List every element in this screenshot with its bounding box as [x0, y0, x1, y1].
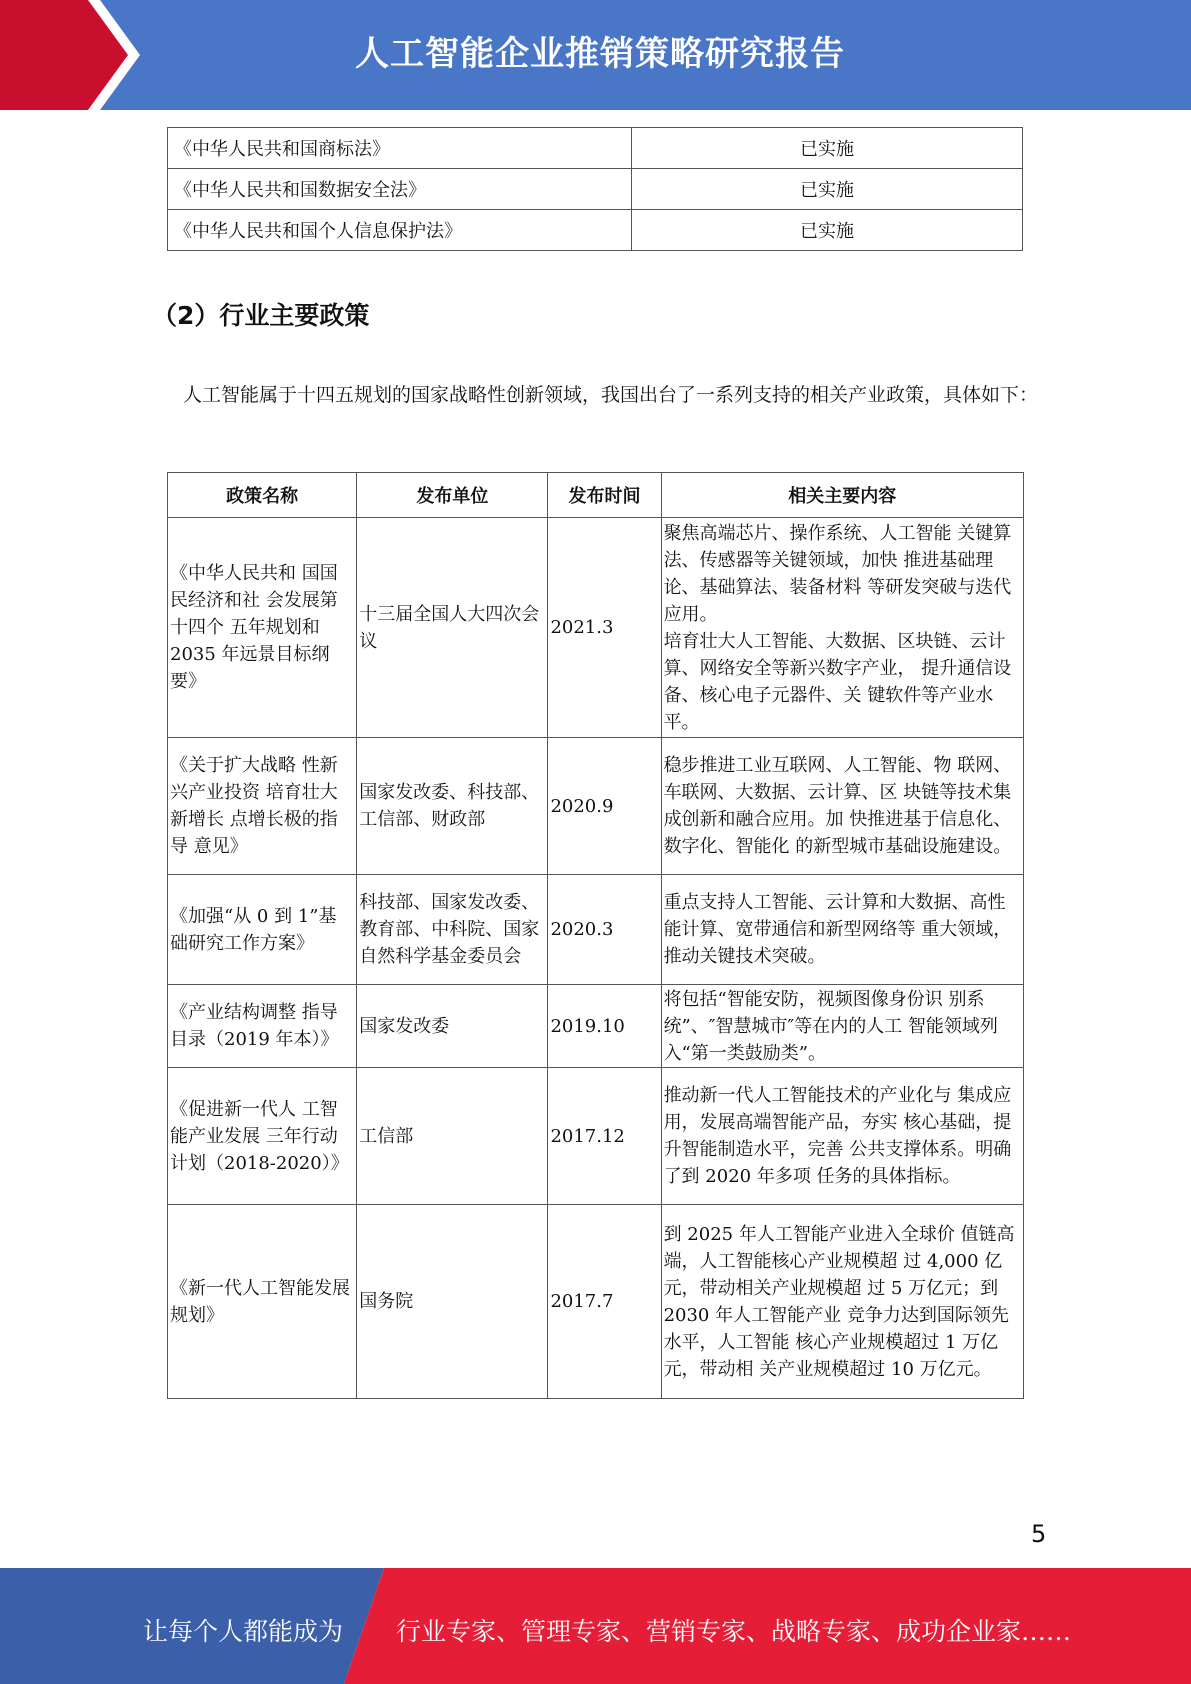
policy-name: 《新一代人工智能发展规划》: [168, 1205, 357, 1399]
header-date: 发布时间: [548, 473, 661, 518]
policy-content: 推动新一代人工智能技术的产业化与 集成应用，发展高端智能产品，夯实 核心基础，提升智能制造水平，完善 公共支撑体系。明确了到 2020 年多项 任务的具体指标。: [661, 1068, 1023, 1205]
policy-date: 2019.10: [548, 985, 661, 1068]
intro-paragraph: 人工智能属于十四五规划的国家战略性创新领域，我国出台了一系列支持的相关产业政策，具体如下：: [183, 384, 1039, 406]
policy-name: 《促进新一代人 工智能产业发展 三年行动计划（2018-2020）》: [168, 1068, 357, 1205]
policy-issuer: 国家发改委、科技部、工信部、财政部: [357, 738, 548, 875]
table-row: [168, 985, 1024, 1068]
header-red-arrow: [0, 0, 160, 110]
policy-issuer: 十三届全国人大四次会议: [357, 518, 548, 738]
header-issuer: 发布单位: [357, 473, 548, 518]
policy-issuer: 科技部、国家发改委、教育部、中科院、国家自然科学基金委员会: [357, 875, 548, 985]
table-row: [168, 169, 1023, 210]
table-row: [168, 1068, 1024, 1205]
policy-name: 《关于扩大战略 性新兴产业投资 培育壮大新增长 点增长极的指导 意见》: [168, 738, 357, 875]
policy-name: 《中华人民共和 国国民经济和社 会发展第十四个 五年规划和 2035 年远景目标纲要》: [168, 518, 357, 738]
law-name: 《中华人民共和国个人信息保护法》: [168, 210, 632, 251]
table-row: [168, 518, 1024, 738]
table-row: [168, 875, 1024, 985]
policy-issuer: 国务院: [357, 1205, 548, 1399]
table-row: [168, 738, 1024, 875]
footer-slogan-left: 让每个人都能成为: [143, 1617, 344, 1646]
policy-issuer: 国家发改委: [357, 985, 548, 1068]
footer-slogan-right: 行业专家、管理专家、营销专家、战略专家、成功企业家……: [396, 1617, 1072, 1646]
header-content: 相关主要内容: [661, 473, 1023, 518]
law-table: [167, 127, 1023, 251]
policy-date: 2020.9: [548, 738, 661, 875]
section-title: （2）行业主要政策: [152, 301, 370, 330]
table-header-row: [168, 473, 1024, 518]
report-title: 人工智能企业推销策略研究报告: [355, 34, 845, 74]
policy-date: 2021.3: [548, 518, 661, 738]
law-name: 《中华人民共和国数据安全法》: [168, 169, 632, 210]
policy-content: 聚焦高端芯片、操作系统、人工智能 关键算法、传感器等关键领域，加快 推进基础理论、基础算法、装备材料 等研发突破与迭代应用。 培育壮大人工智能、大数据、区块链、云计算、网络安全等新兴数字产业， 提升通信设备、核心电子元器件、关 键软件等产业水平。: [661, 518, 1023, 738]
law-status: 已实施: [632, 128, 1023, 169]
table-row: [168, 128, 1023, 169]
law-name: 《中华人民共和国商标法》: [168, 128, 632, 169]
policy-content: 将包括“智能安防，视频图像身份识 别系统”、″智慧城市″等在内的人工 智能领域列入“第一类鼓励类”。: [661, 985, 1023, 1068]
policy-date: 2017.7: [548, 1205, 661, 1399]
policy-table: [167, 472, 1024, 1399]
policy-date: 2017.12: [548, 1068, 661, 1205]
policy-content: 重点支持人工智能、云计算和大数据、高性能计算、宽带通信和新型网络等 重大领域，推动关键技术突破。: [661, 875, 1023, 985]
policy-name: 《产业结构调整 指导目录（2019 年本）》: [168, 985, 357, 1068]
policy-issuer: 工信部: [357, 1068, 548, 1205]
policy-name: 《加强“从 0 到 1”基础研究工作方案》: [168, 875, 357, 985]
law-status: 已实施: [632, 210, 1023, 251]
policy-date: 2020.3: [548, 875, 661, 985]
header-policy-name: 政策名称: [168, 473, 357, 518]
law-status: 已实施: [632, 169, 1023, 210]
policy-content: 到 2025 年人工智能产业进入全球价 值链高端，人工智能核心产业规模超 过 4,000 亿元，带动相关产业规模超 过 5 万亿元；到 2030 年人工智能产业 竞争力达到国际领先水平，人工智能 核心产业规模超过 1 万亿元，带动相 关产业规模超过 10 万亿元。: [661, 1205, 1023, 1399]
table-row: [168, 210, 1023, 251]
table-row: [168, 1205, 1024, 1399]
page-number: 5: [1031, 1520, 1047, 1548]
policy-content: 稳步推进工业互联网、人工智能、物 联网、车联网、大数据、云计算、区 块链等技术集成创新和融合应用。加 快推进基于信息化、数字化、智能化 的新型城市基础设施建设。: [661, 738, 1023, 875]
